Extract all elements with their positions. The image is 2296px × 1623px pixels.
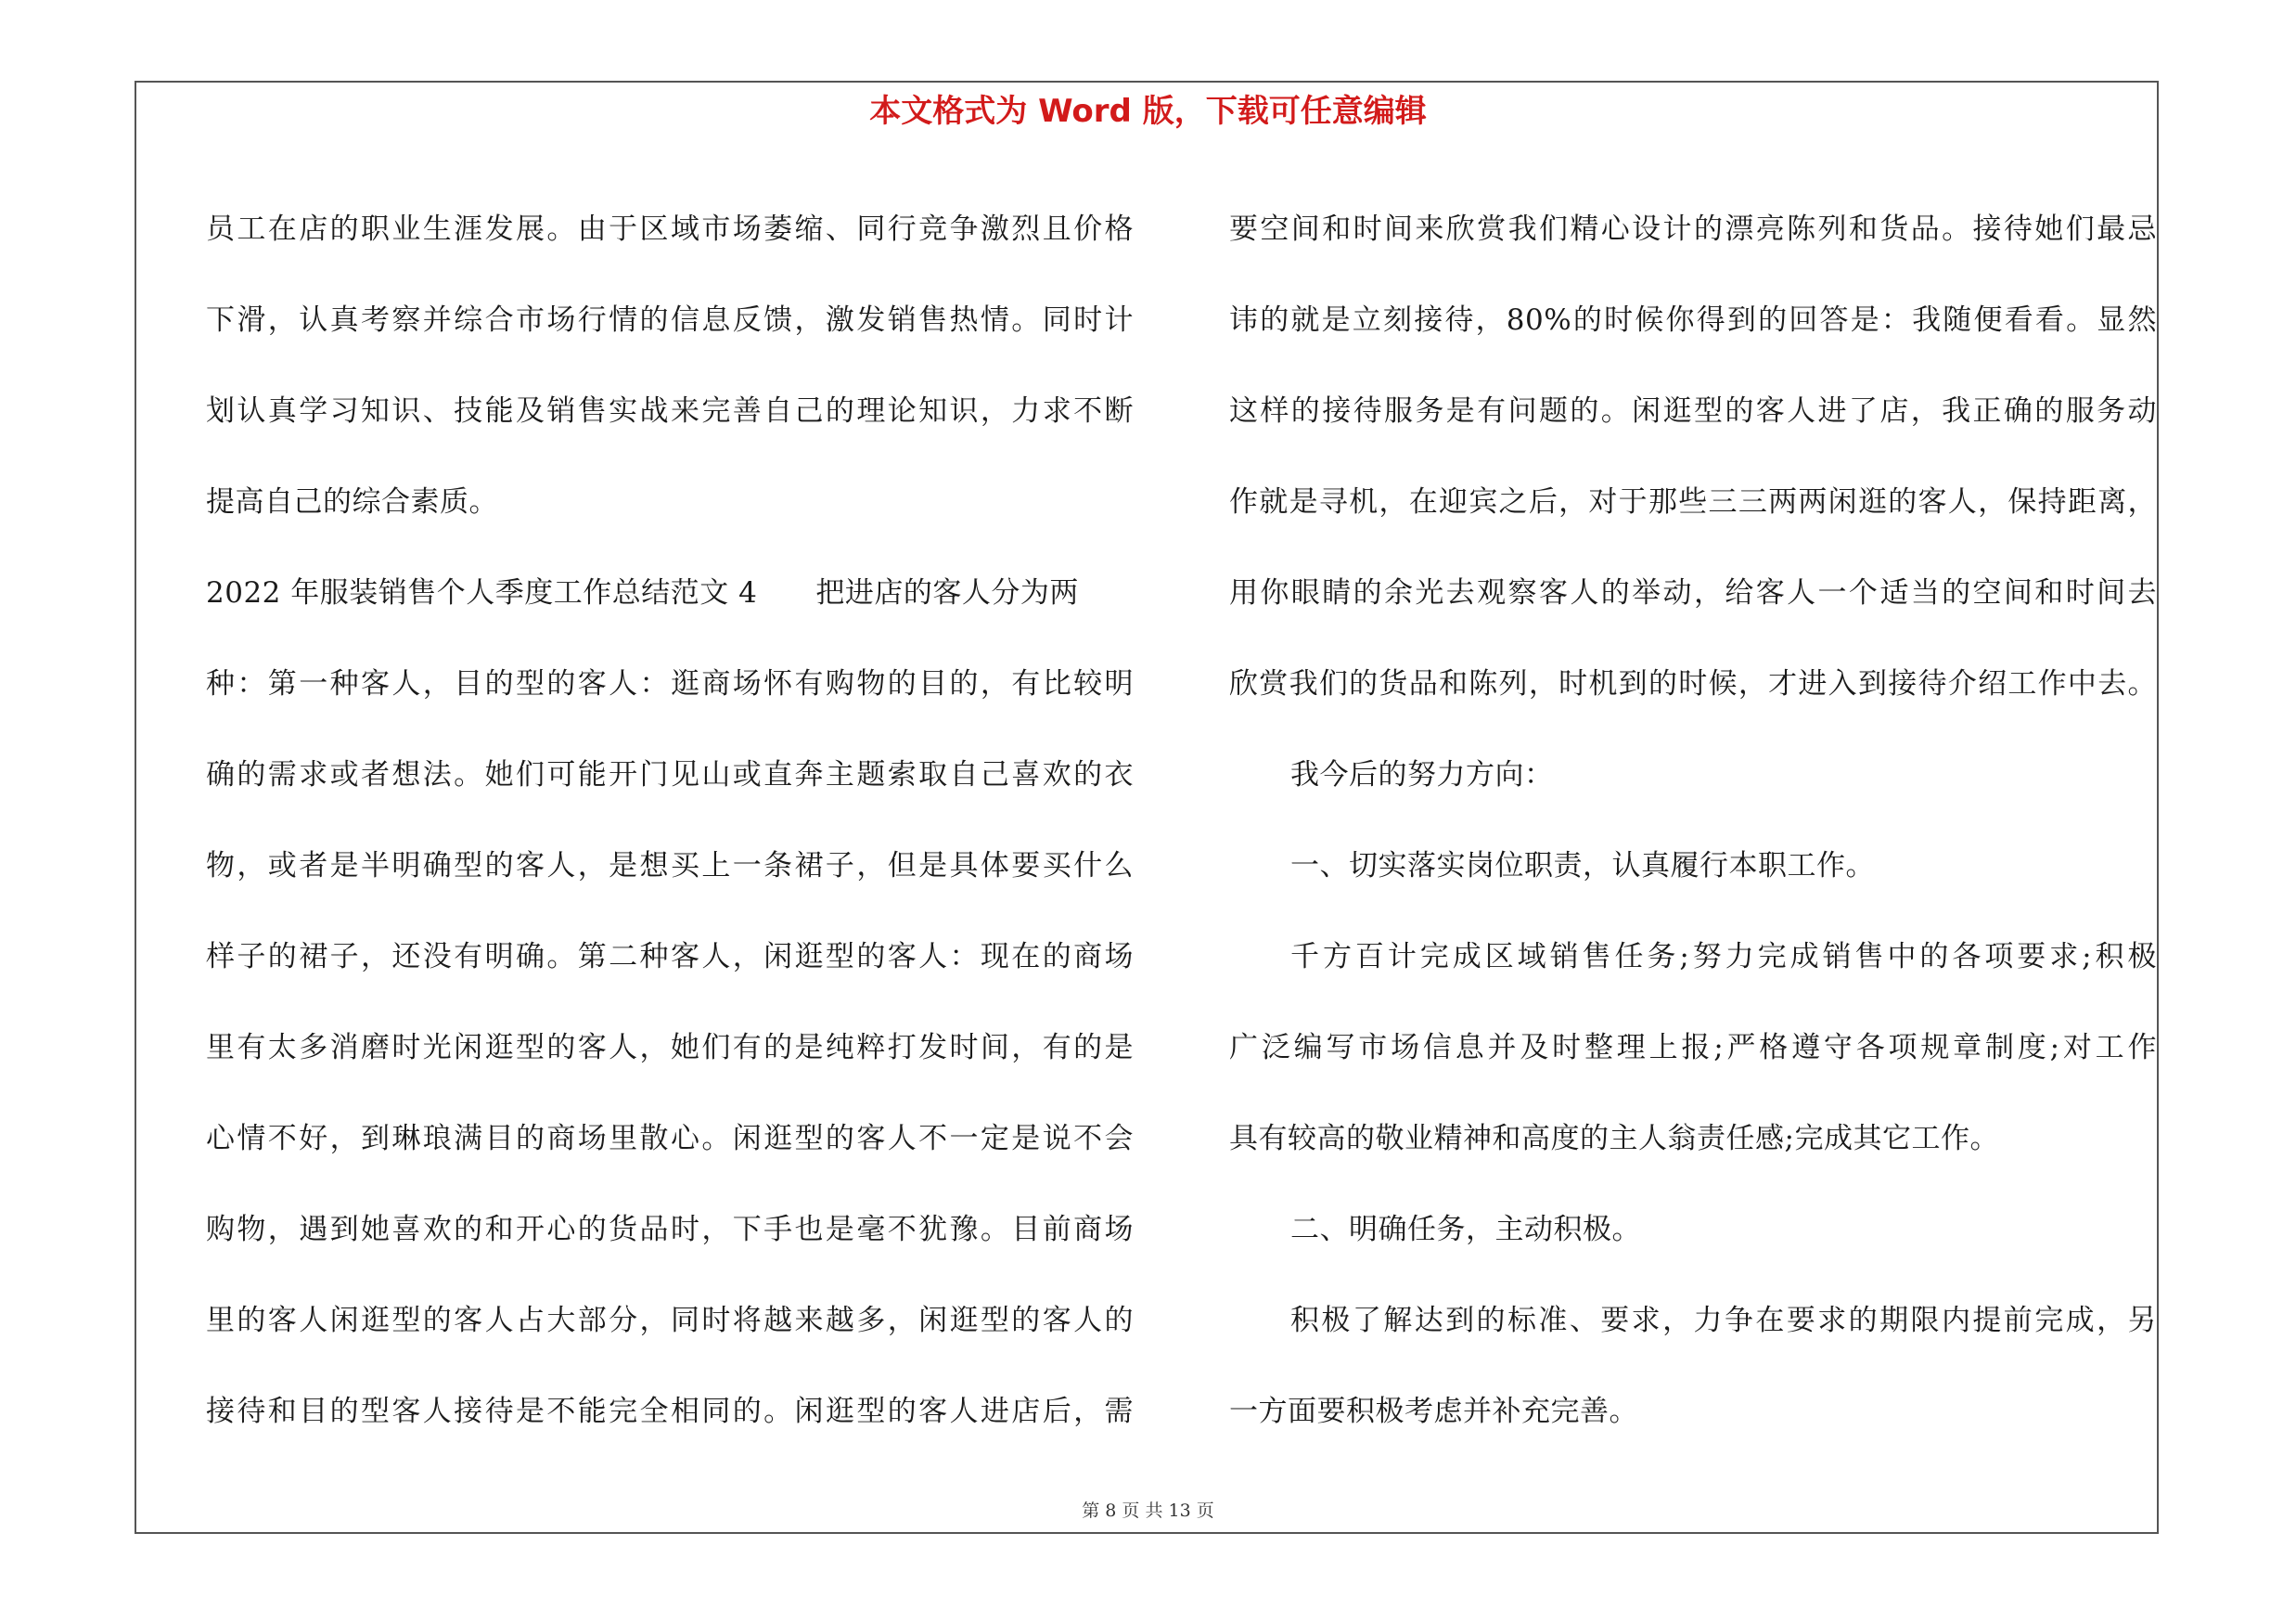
left-text-column [206,184,1134,1457]
paragraph-line: 这样的接待服务是有问题的。闲逛型的客人进了店，我正确的服务动 [1229,394,2157,428]
right-text-column [1229,184,2157,1457]
paragraph-line: 作就是寻机，在迎宾之后，对于那些三三两两闲逛的客人，保持距离， [1229,485,2157,519]
paragraph-line: 员工在店的职业生涯发展。由于区域市场萎缩、同行竞争激烈且价格 [206,213,1134,246]
paragraph-line: 物，或者是半明确型的客人，是想买上一条裙子，但是具体要买什么 [206,849,1134,882]
paragraph-line: 我今后的努力方向： [1290,758,1554,792]
paragraph-line: 广泛编写市场信息并及时整理上报;严格遵守各项规章制度;对工作 [1229,1031,2157,1064]
section-heading-line: 2022 年服装销售个人季度工作总结范文 4 把进店的客人分为两 [206,576,1079,610]
numbered-heading-line: 一、切实落实岗位职责，认真履行本职工作。 [1290,849,1875,882]
paragraph-line: 用你眼睛的余光去观察客人的举动，给客人一个适当的空间和时间去 [1229,576,2157,610]
paragraph-line: 积极了解达到的标准、要求，力争在要求的期限内提前完成，另 [1290,1304,2157,1337]
paragraph-line: 欣赏我们的货品和陈列，时机到的时候，才进入到接待介绍工作中去。 [1229,667,2157,701]
paragraph-line: 接待和目的型客人接待是不能完全相同的。闲逛型的客人进店后，需 [206,1395,1134,1428]
paragraph-line: 要空间和时间来欣赏我们精心设计的漂亮陈列和货品。接待她们最忌 [1229,213,2157,246]
paragraph-line: 下滑，认真考察并综合市场行情的信息反馈，激发销售热情。同时计 [206,303,1134,337]
paragraph-line: 提高自己的综合素质。 [206,485,498,519]
page-number-footer: 第 8 页 共 13 页 [1082,1501,1214,1521]
paragraph-line: 购物，遇到她喜欢的和开心的货品时，下手也是毫不犹豫。目前商场 [206,1213,1134,1246]
paragraph-line: 里的客人闲逛型的客人占大部分，同时将越来越多，闲逛型的客人的 [206,1304,1134,1337]
paragraph-line: 划认真学习知识、技能及销售实战来完善自己的理论知识，力求不断 [206,394,1134,428]
paragraph-line: 讳的就是立刻接待，80%的时候你得到的回答是：我随便看看。显然 [1229,303,2157,337]
paragraph-line: 确的需求或者想法。她们可能开门见山或直奔主题索取自己喜欢的衣 [206,758,1134,792]
paragraph-line: 心情不好，到琳琅满目的商场里散心。闲逛型的客人不一定是说不会 [206,1122,1134,1155]
paragraph-line: 里有太多消磨时光闲逛型的客人，她们有的是纯粹打发时间，有的是 [206,1031,1134,1064]
paragraph-line: 样子的裙子，还没有明确。第二种客人，闲逛型的客人：现在的商场 [206,940,1134,973]
paragraph-line: 千方百计完成区域销售任务;努力完成销售中的各项要求;积极 [1290,940,2157,973]
paragraph-line: 具有较高的敬业精神和高度的主人翁责任感;完成其它工作。 [1229,1122,1999,1155]
numbered-heading-line: 二、明确任务，主动积极。 [1290,1213,1641,1246]
word-format-banner: 本文格式为 Word 版，下载可任意编辑 [869,93,1427,130]
paragraph-line: 种：第一种客人，目的型的客人：逛商场怀有购物的目的，有比较明 [206,667,1134,701]
paragraph-line: 一方面要积极考虑并补充完善。 [1229,1395,1638,1428]
